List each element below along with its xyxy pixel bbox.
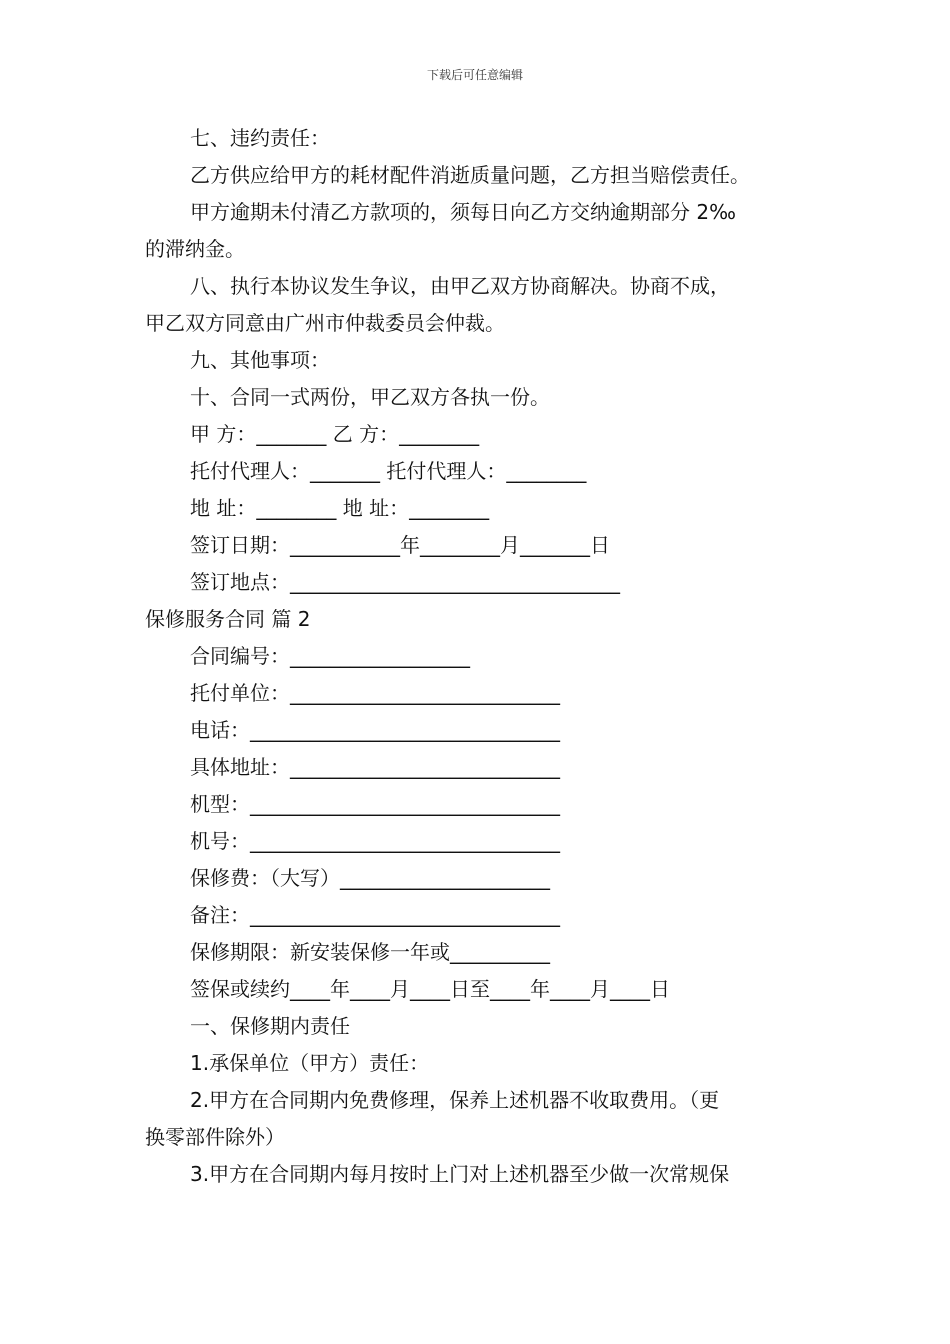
form-field-remarks: 备注：_______________________________ xyxy=(190,903,560,927)
paragraph: 乙方供应给甲方的耗材配件消逝质量问题，乙方担当赔偿责任。 xyxy=(190,163,750,187)
paragraph: 甲方逾期未付清乙方款项的，须每日向乙方交纳逾期部分 2‰ xyxy=(190,200,736,224)
form-field-warranty-period: 保修期限：新安装保修一年或__________ xyxy=(190,940,550,964)
form-field-contract-number: 合同编号：__________________ xyxy=(190,644,470,668)
form-field-serial: 机号：_______________________________ xyxy=(190,829,560,853)
paragraph: 3.甲方在合同期内每月按时上门对上述机器至少做一次常规保 xyxy=(190,1162,730,1186)
section-breach-heading: 七、违约责任： xyxy=(190,126,330,150)
form-field-model: 机型：_______________________________ xyxy=(190,792,560,816)
form-field-renewal-dates: 签保或续约____年____月____日至____年____月____日 xyxy=(190,977,670,1001)
paragraph-continuation: 换零部件除外） xyxy=(145,1125,285,1149)
paragraph: 1.承保单位（甲方）责任： xyxy=(190,1051,430,1075)
section-warranty-responsibility: 一、保修期内责任 xyxy=(190,1014,350,1038)
paragraph: 2.甲方在合同期内免费修理，保养上述机器不收取费用。（更 xyxy=(190,1088,720,1112)
signing-date-line: 签订日期：___________年________月_______日 xyxy=(190,533,610,557)
section-other-matters: 九、其他事项： xyxy=(190,348,330,372)
paragraph-continuation: 甲乙双方同意由广州市仲裁委员会仲裁。 xyxy=(145,311,505,335)
signature-address-line: 地 址：________ 地 址：________ xyxy=(190,496,490,520)
form-field-entrusting-unit: 托付单位：___________________________ xyxy=(190,681,560,705)
contract-title: 保修服务合同 篇 2 xyxy=(145,607,311,631)
form-field-fee: 保修费：（大写）_____________________ xyxy=(190,866,550,890)
page-header-note: 下载后可任意编辑 xyxy=(426,68,523,82)
signature-party-line: 甲 方：_______ 乙 方：________ xyxy=(190,422,480,446)
form-field-phone: 电话：_______________________________ xyxy=(190,718,560,742)
signing-place-line: 签订地点：_________________________________ xyxy=(190,570,620,594)
paragraph: 八、执行本协议发生争议，由甲乙双方协商解决。协商不成， xyxy=(190,274,730,298)
signature-agent-line: 托付代理人：_______ 托付代理人：________ xyxy=(190,459,587,483)
paragraph-continuation: 的滞纳金。 xyxy=(145,237,245,261)
paragraph: 十、合同一式两份，甲乙双方各执一份。 xyxy=(190,385,550,409)
document-body xyxy=(145,120,815,1193)
form-field-address: 具体地址：___________________________ xyxy=(190,755,560,779)
